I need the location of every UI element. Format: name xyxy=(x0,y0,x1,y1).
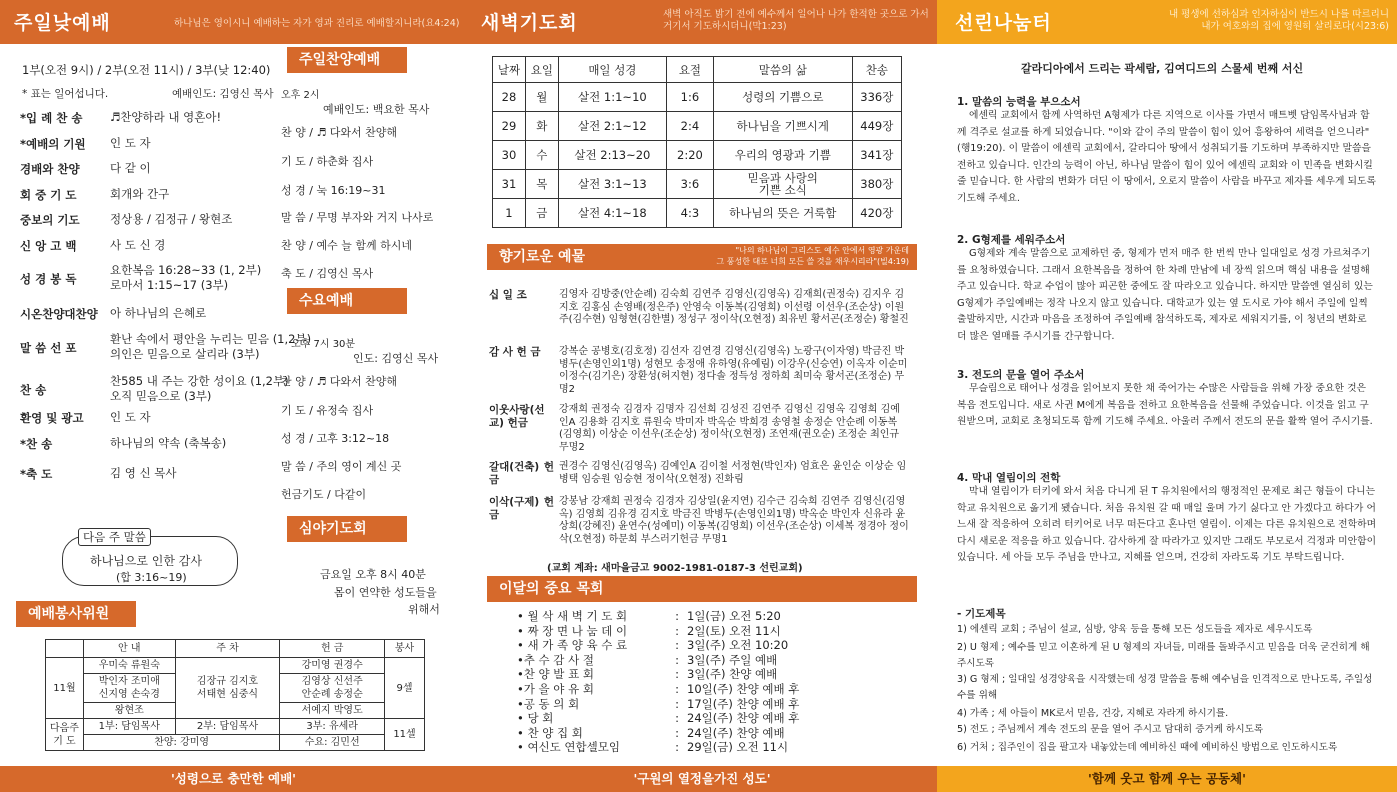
order-label: 회 중 기 도 xyxy=(20,188,77,202)
event-colon: : xyxy=(675,623,679,638)
prayer-1: 1부: 담임목사 xyxy=(83,719,175,735)
sunday-worship-header xyxy=(0,0,467,44)
committee-header-offering: 헌 금 xyxy=(280,640,385,658)
event-row xyxy=(517,711,799,725)
letter-title: 갈라디아에서 드리는 곽세람, 김여디드의 스물세 번째 서신 xyxy=(1021,62,1304,75)
night-line-1: 금요일 오후 8시 40분 xyxy=(320,568,426,581)
committee-header-parking: 주 차 xyxy=(175,640,280,658)
wed-prayer: 수요: 김민선 xyxy=(280,735,385,751)
order-value: 하나님의 약속 (축복송) xyxy=(110,436,227,450)
guide-2: 박인자 조미애 신지영 손숙경 xyxy=(83,674,175,703)
next-week-title: 하나님으로 인한 감사 xyxy=(90,554,202,568)
praise-prayer: 찬양: 강미영 xyxy=(83,735,279,751)
sunday-praise-row: 찬 양 / ♬ 다와서 찬양해 xyxy=(281,126,398,139)
wednesday-row: 기 도 / 유정숙 집사 xyxy=(281,404,374,417)
event-name: • 새 가 족 양 육 수 료 xyxy=(517,638,628,653)
dawn-cell: 살전 1:1~10 xyxy=(558,83,666,112)
dawn-schedule-table xyxy=(492,56,902,228)
dawn-cell: 우리의 영광과 기쁨 xyxy=(713,141,852,170)
dawn-prayer-title: 새벽기도회 xyxy=(481,12,578,34)
dawn-cell: 하나님을 기쁘시게 xyxy=(713,112,852,141)
next-week-tag: 다음 주 말씀 xyxy=(78,528,151,546)
dawn-cell: 2:20 xyxy=(666,141,713,170)
dawn-cell: 1:6 xyxy=(666,83,713,112)
wednesday-time: 오후 7시 30분 xyxy=(291,339,356,350)
event-name: •공 동 의 회 xyxy=(517,696,580,711)
order-value: 환난 속에서 평안을 누리는 믿음 (1,2부) 의인은 믿음으로 살리라 (3부) xyxy=(110,332,312,361)
dawn-cell: 380장 xyxy=(852,170,901,199)
sunday-praise-row: 찬 양 / 예수 늘 함께 하시네 xyxy=(281,239,412,252)
event-row xyxy=(517,682,799,696)
sunday-praise-title: 주일찬양예배 xyxy=(287,47,407,73)
guide-3: 왕현조 xyxy=(83,703,175,719)
prayer-item: 3) G 형제 ; 일대일 성경양육을 시작했는데 성경 말씀을 통해 예수님을 인격적으로 만나도록, 주일성수를 위해 xyxy=(957,674,1373,701)
order-label: 신 앙 고 백 xyxy=(20,239,77,253)
dawn-cell: 341장 xyxy=(852,141,901,170)
order-value: 김 영 신 목사 xyxy=(110,466,177,480)
committee-table xyxy=(45,639,425,751)
prayer-item: 6) 거처 ; 집주인이 집을 팔고자 내놓았는데 예비하신 때에 예비하신 방법으로 인도하시도록 xyxy=(957,742,1338,753)
dawn-cell: 30 xyxy=(493,141,526,170)
sunday-praise-row: 축 도 / 김영신 목사 xyxy=(281,267,374,280)
dawn-cell: 수 xyxy=(525,141,558,170)
order-label: 경배와 찬양 xyxy=(20,162,80,176)
serve-cell-1: 9셀 xyxy=(385,658,425,719)
order-value: 인 도 자 xyxy=(110,410,151,424)
service-leader: 예배인도: 김영신 목사 xyxy=(172,88,274,100)
offering-key: 십 일 조 xyxy=(489,289,527,301)
wednesday-row: 헌금기도 / 다같이 xyxy=(281,488,367,501)
order-value: ♬찬양하라 내 영혼아! xyxy=(110,110,222,124)
order-value: 찬585 내 주는 강한 성이요 (1,2부) 오직 믿음으로 (3부) xyxy=(110,374,289,403)
night-prayer-title: 심야기도회 xyxy=(287,516,407,542)
dawn-cell: 449장 xyxy=(852,112,901,141)
wednesday-row: 성 경 / 고후 3:12~18 xyxy=(281,432,390,445)
order-value: 요한복음 16:28~33 (1, 2부) 로마서 1:15~17 (3부) xyxy=(110,263,262,292)
offering-names: 강재희 권정숙 김경자 김명자 김선희 김성진 김연주 김영신 김영옥 김영희 김예인A 김용화 김지호 류원숙 박미자 박옥순 박희경 송영철 송정순 안순례 이동복(김영희) 이상순 이선우(조순상) 정이삭(오현정) 조연재(권오순) 조정순 최인규 무명2 xyxy=(559,404,900,453)
sunday-worship-column xyxy=(0,0,467,792)
sharing-verse: 내 평생에 선하심과 인자하심이 반드시 나를 따르리니 내가 여호와의 집에 영원히 살리로다(시23:6) xyxy=(1168,9,1389,32)
order-value: 사 도 신 경 xyxy=(110,238,166,252)
offering-key: 갈대(건축) 헌금 xyxy=(489,461,554,486)
dawn-prayer-header xyxy=(467,0,937,44)
letter-section-heading: 4. 막내 열림이의 전학 xyxy=(957,472,1061,484)
offering-1: 강미영 권경수 xyxy=(280,658,385,674)
offering-names: 김영자 김방중(안순례) 김숙희 김연주 김영신(김영옥) 김재희(권정숙) 김지우 김지호 김홍심 손영배(정은주) 안영숙 이동복(김영희) 이선령 이선우(조순상) 이원주(김수현) 임형현(김한별) 정성구 정이삭(오현정) 최유빈 황서곤(조정순) 황철진 xyxy=(559,289,909,325)
guide-1: 우미숙 류원숙 xyxy=(83,658,175,674)
order-value: 인 도 자 xyxy=(110,136,151,150)
offering-names: 강봉남 강재희 권정숙 김경자 김상일(윤지연) 김수근 김숙희 김연주 김영신(김영옥) 김영희 김유경 김지호 박금진 박병두(손영인외1명) 박옥순 박인자 신유라 윤상희(강혜진) 윤연수(성예미) 이동복(김영희) 이선우(조순상) 이세복 정경아 정이삭(오현정) 하문희 부스러기헌금 무명1 xyxy=(559,496,909,545)
dawn-row xyxy=(493,83,902,112)
event-name: • 짜 장 면 나 눔 데 이 xyxy=(517,623,628,638)
order-label: 환영 및 광고 xyxy=(20,411,84,425)
event-name: • 당 회 xyxy=(517,711,554,726)
order-label: 중보의 기도 xyxy=(20,213,80,227)
order-label: *예배의 기원 xyxy=(20,137,86,151)
event-colon: : xyxy=(675,638,679,653)
prayer-item: 5) 전도 ; 주님께서 계속 전도의 문을 열어 주시고 담대히 증거케 하시도록 xyxy=(957,724,1264,735)
committee-month: 11월 xyxy=(46,658,84,719)
sunday-praise-time: 오후 2시 xyxy=(281,90,320,101)
event-row xyxy=(517,697,799,711)
committee-header-serve: 봉사 xyxy=(385,640,425,658)
dawn-cell: 살전 2:13~20 xyxy=(558,141,666,170)
offering-names: 강복순 공병호(김호정) 김선자 김연경 김영신(김영옥) 노광구(이자영) 박금진 박병두(손영인외1명) 성현모 송정애 유하영(유예림) 이강우(신승연) 이옥자 이순미 이정수(김기은) 장환성(허지현) 정다솔 정득성 정하희 최미숙 황서곤(조정순) 무명2 xyxy=(559,346,908,395)
event-colon: : xyxy=(675,711,679,726)
wednesday-leader: 인도: 김영신 목사 xyxy=(353,352,439,365)
prayer-2: 2부: 담임목사 xyxy=(175,719,280,735)
next-week-ref: (합 3:16~19) xyxy=(116,571,187,584)
dawn-header-cell: 요절 xyxy=(666,57,713,83)
dawn-cell: 살전 4:1~18 xyxy=(558,199,666,228)
dawn-cell: 목 xyxy=(525,170,558,199)
dawn-cell: 성령의 기쁨으로 xyxy=(713,83,852,112)
offering-3: 서예지 박영도 xyxy=(280,703,385,719)
order-value: 정상용 / 김정규 / 왕현조 xyxy=(110,212,233,226)
prayer-item: 1) 에센릭 교회 ; 주님이 설교, 심방, 양육 등을 통해 모든 성도들을 제자로 세우시도록 xyxy=(957,624,1313,635)
dawn-row xyxy=(493,199,902,228)
serve-cell-2: 11셀 xyxy=(385,719,425,751)
letter-section-body: 에센릭 교회에서 함께 사역하던 A형제가 다른 지역으로 이사를 가면서 매트벳 담임목사님과 함께 격주로 설교를 하게 되었습니다. "이와 같이 주의 말씀이 힘이 있어 흥왕하여 세력을 얻으니라"(행19:20). 이 말씀이 에센릭 교회에서, 갈라디아 땅에서 성취되기를 기도하며 부족하지만 말씀을 전하고 있습니다. 인간의 능력이 아닌, 하나님 말씀이 힘이 있어 에센릭 교회와 이 민족을 변화시킬 줄 믿습니다. 한 사람의 변화가 더딘 이 땅에서, 오로지 말씀이 사람을 바꾸고 제자를 세우게 되도록 기도해 주세요. xyxy=(957,110,1376,204)
sunday-worship-title: 주일낮예배 xyxy=(14,12,111,34)
dawn-cell: 3:6 xyxy=(666,170,713,199)
offering-2: 김영상 신선주 안순례 송정순 xyxy=(280,674,385,703)
dawn-cell: 28 xyxy=(493,83,526,112)
offering-key: 이웃사랑(선교) 헌금 xyxy=(489,404,545,429)
event-row xyxy=(517,740,788,754)
order-label: 시온찬양대찬양 xyxy=(20,307,98,321)
event-date: 3일(주) 주일 예배 xyxy=(687,652,778,667)
next-prayer-label: 다음주 기 도 xyxy=(46,719,84,751)
event-name: • 여신도 연합셀모임 xyxy=(517,740,620,755)
event-row xyxy=(517,726,785,740)
letter-section-heading: 2. G형제를 세워주소서 xyxy=(957,234,1066,246)
event-colon: : xyxy=(675,652,679,667)
prayer-item: 2) U 형제 ; 예수를 믿고 이혼하게 된 U 형제의 자녀들, 미래를 돌봐주시고 믿음을 더욱 굳건히게 해주시도록 xyxy=(957,642,1370,669)
event-date: 1일(금) 오전 5:20 xyxy=(687,609,781,623)
wednesday-title: 수요예배 xyxy=(287,288,407,314)
offering-key: 감 사 헌 금 xyxy=(489,346,541,358)
event-name: •추 수 감 사 절 xyxy=(517,652,594,667)
event-row xyxy=(517,653,777,667)
prayer-list-title: - 기도제목 xyxy=(957,608,1006,620)
dawn-cell: 29 xyxy=(493,112,526,141)
event-colon: : xyxy=(675,667,679,682)
sunday-worship-verse: 하나님은 영이시니 예배하는 자가 영과 진리로 예배할지니라(요4:24) xyxy=(174,18,460,29)
event-date: 17일(주) 찬양 예배 후 xyxy=(687,696,800,711)
dawn-prayer-verse: 새벽 아직도 밝기 전에 예수께서 일어나 나가 한적한 곳으로 가서 거기서 기도하시더니(막1:23) xyxy=(663,9,929,32)
event-colon: : xyxy=(675,696,679,711)
order-label: 찬 송 xyxy=(20,383,47,397)
order-value: 아 하나님의 은혜로 xyxy=(110,306,207,320)
event-colon: : xyxy=(675,740,679,755)
event-colon: : xyxy=(675,725,679,740)
sunday-praise-row: 말 씀 / 무명 부자와 거지 나사로 xyxy=(281,211,434,224)
sunday-praise-row: 성 경 / 눅 16:19~31 xyxy=(281,184,386,197)
night-line-3: 위해서 xyxy=(408,603,440,616)
wednesday-row: 찬 양 / ♬ 다와서 찬양해 xyxy=(281,375,398,388)
col3-footer: '함께 웃고 함께 우는 공동체' xyxy=(937,766,1397,792)
dawn-cell: 화 xyxy=(525,112,558,141)
sunday-praise-row: 기 도 / 하춘화 집사 xyxy=(281,155,374,168)
letter-section-body: 막내 열림이가 터키에 와서 처음 다니게 된 T 유치원에서의 행정적인 문제로 최근 형들이 다니는 학교 유치원으로 옮기게 됐습니다. 처음 유치원 갈 때 매일 울며 가기 싫다고 안 가겠다고 하다가 어느새 잘 적응하여 오히려 터키어로 너무 떠든다고 혼나던 열림이. 이제는 다른 유치원으로 전학하며 다시 새로운 적응을 하고 있습니다. 감사하게 잘 따라가고 있지만 그래도 부모로서 걱정과 미안함이 있습니다. 세 아들 모두 주님을 만나고, 지혜를 얻으며, 건강히 자라도록 기도 부탁드립니다. xyxy=(957,486,1377,563)
event-row xyxy=(517,609,781,623)
event-date: 24일(주) 찬양 예배 후 xyxy=(687,711,800,726)
event-row xyxy=(517,638,788,652)
col1-footer: '성령으로 충만한 예배' xyxy=(0,766,467,792)
event-name: • 월 삭 새 벽 기 도 회 xyxy=(517,609,628,623)
sharing-column xyxy=(937,0,1397,792)
dawn-cell: 믿음과 사랑의 기쁜 소식 xyxy=(713,170,852,199)
dawn-cell: 336장 xyxy=(852,83,901,112)
order-label: 성 경 봉 독 xyxy=(20,272,77,286)
dawn-row xyxy=(493,112,902,141)
event-date: 29일(금) 오전 11시 xyxy=(687,740,789,755)
event-colon: : xyxy=(675,682,679,696)
dawn-cell: 월 xyxy=(525,83,558,112)
event-name: •찬 양 발 표 회 xyxy=(517,667,594,682)
dawn-cell: 4:3 xyxy=(666,199,713,228)
event-date: 2일(토) 오전 11시 xyxy=(687,623,781,638)
stand-note: * 표는 일어섭니다. xyxy=(22,88,109,100)
committee-title: 예배봉사위원 xyxy=(16,601,136,627)
order-label: *축 도 xyxy=(20,467,53,481)
dawn-header-cell: 날짜 xyxy=(493,57,526,83)
letter-section-heading: 3. 전도의 문을 열어 주소서 xyxy=(957,369,1085,381)
wednesday-row: 말 씀 / 주의 영이 계신 곳 xyxy=(281,460,402,473)
dawn-cell: 31 xyxy=(493,170,526,199)
dawn-cell: 2:4 xyxy=(666,112,713,141)
event-name: • 찬 양 집 회 xyxy=(517,725,583,740)
dawn-cell: 금 xyxy=(525,199,558,228)
service-times: 1부(오전 9시) / 2부(오전 11시) / 3부(낮 12:40) xyxy=(22,63,271,77)
letter-section-heading: 1. 말씀의 능력을 부으소서 xyxy=(957,96,1081,108)
night-line-2: 몸이 연약한 성도들을 xyxy=(334,586,437,599)
event-row xyxy=(517,624,781,638)
event-date: 3일(주) 오전 10:20 xyxy=(687,638,789,653)
sunday-praise-leader: 예배인도: 백요한 목사 xyxy=(323,103,430,116)
dawn-cell: 살전 2:1~12 xyxy=(558,112,666,141)
sharing-header xyxy=(937,0,1397,44)
offering-verse: "나의 하나님이 그리스도 예수 안에서 영광 가운데 그 풍성한 대로 너희 모든 쓸 것을 채우시리라"(빌4:19) xyxy=(716,246,909,266)
event-row xyxy=(517,667,777,681)
sharing-title: 선린나눔터 xyxy=(955,12,1052,34)
offering-title: 향기로운 예물 xyxy=(499,249,586,265)
dawn-row xyxy=(493,141,902,170)
dawn-header-cell: 말씀의 삶 xyxy=(713,57,852,83)
dawn-cell: 하나님의 뜻은 거룩함 xyxy=(713,199,852,228)
dawn-header-cell: 찬송 xyxy=(852,57,901,83)
dawn-cell: 살전 3:1~13 xyxy=(558,170,666,199)
event-name: •가 을 야 유 회 xyxy=(517,682,594,696)
letter-section-body: 무슬림으로 태어나 성경을 읽어보지 못한 채 죽어가는 수많은 사람들을 위해 가장 중요한 것은 복음 전도입니다. 새로 사귄 M에게 복음을 전하고 요한복음을 선물해 주었습니다. 이것을 읽고 구원받으며, 교회로 초청되도록 함께 기도해 주세요. 아울러 주께서 전도의 문을 활짝 열어 주시기를. xyxy=(957,383,1373,427)
dawn-prayer-column xyxy=(467,0,937,792)
order-value: 다 같 이 xyxy=(110,161,151,175)
events-title: 이달의 중요 목회 xyxy=(487,576,917,602)
event-date: 24일(주) 찬양 예배 xyxy=(687,725,785,740)
col2-footer: '구원의 열정을가진 성도' xyxy=(467,766,937,792)
offering-names: 권경수 김영신(김영옥) 김예인A 김이철 서정현(박인자) 엄효은 윤인순 이상순 임병택 임승원 임승현 정이삭(오현정) 진화림 xyxy=(559,461,907,485)
order-label: *입 례 찬 송 xyxy=(20,111,83,125)
dawn-cell: 420장 xyxy=(852,199,901,228)
order-label: *찬 송 xyxy=(20,437,53,451)
event-date: 10일(주) 찬양 예배 후 xyxy=(687,682,800,696)
prayer-3: 3부: 유세라 xyxy=(280,719,385,735)
committee-header-guide: 안 내 xyxy=(83,640,175,658)
order-value: 회개와 간구 xyxy=(110,187,170,201)
event-colon: : xyxy=(675,609,679,623)
offering-key: 이삭(구제) 헌금 xyxy=(489,496,554,521)
parking-team: 김장규 김지호 서태현 심중식 xyxy=(175,658,280,719)
letter-section-body: G형제와 계속 말씀으로 교제하던 중, 형제가 먼저 매주 한 번씩 만나 일대일로 성경 가르쳐주기를 요청하였습니다. 그래서 요한복음을 정하여 한 차례 만남에 네 장씩 읽으며 핵심 내용을 설명해 주고 있습니다. 학교 수업이 많아 피곤한 중에도 잘 따라오고 있습니다. 하지만 말씀엔 열심히 있는 G형제가 주일예배는 정작 나오지 않고 있습니다. 대학교가 있는 옆 도시로 가야 해서 주일에 일찍 출발하지만, 시간과 마음을 조정하여 주일예배 참석하도록, 제자로 세워지기를, 이 청년의 변화로 더 많은 열매를 주시기를 간구합니다. xyxy=(957,248,1373,342)
dawn-row xyxy=(493,170,902,199)
order-label: 말 씀 선 포 xyxy=(20,341,77,355)
dawn-cell: 1 xyxy=(493,199,526,228)
bank-account: (교회 계좌: 새마을금고 9002-1981-0187-3 선린교회) xyxy=(547,563,803,574)
event-date: 3일(주) 찬양 예배 xyxy=(687,667,778,682)
dawn-header-cell: 요일 xyxy=(525,57,558,83)
prayer-item: 4) 가족 ; 세 아들이 MK로서 믿음, 건강, 지혜로 자라게 하시기를. xyxy=(957,708,1229,719)
dawn-header-cell: 매일 성경 xyxy=(558,57,666,83)
